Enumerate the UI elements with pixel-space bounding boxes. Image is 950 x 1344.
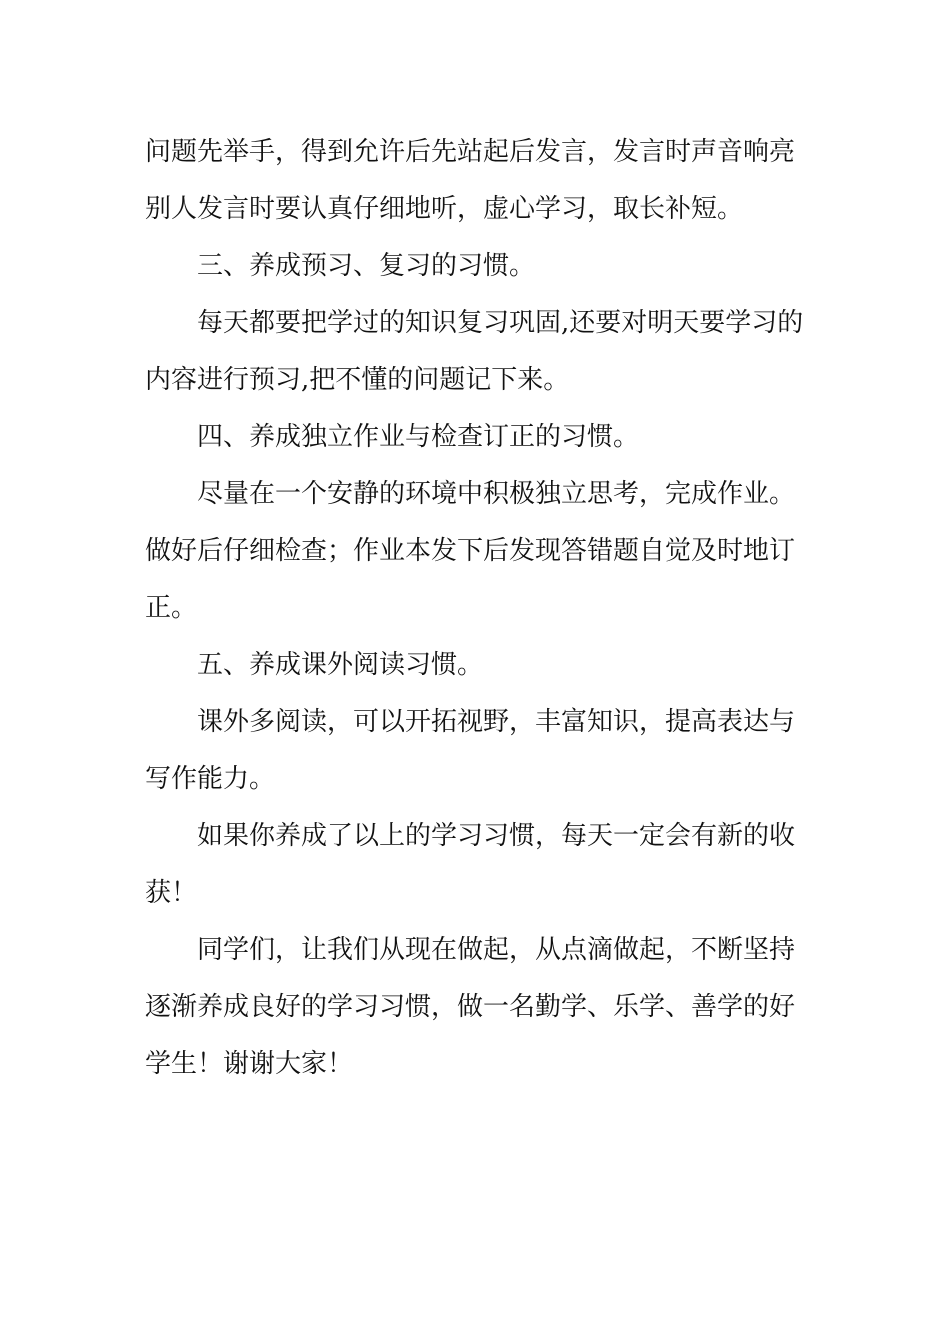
section-heading: 五、养成课外阅读习惯。: [197, 650, 484, 680]
text-line: 同学们，让我们从现在做起，从点滴做起，不断坚持: [197, 935, 796, 965]
text-line: 正。: [145, 593, 198, 623]
text-line: 获！: [145, 878, 198, 908]
text-line: 别人发言时要认真仔细地听，虚心学习，取长补短。: [145, 194, 744, 224]
text-line: 学生！谢谢大家！: [145, 1049, 354, 1079]
text-line: 内容进行预习,把不懂的问题记下来。: [145, 365, 570, 395]
text-line: 每天都要把学过的知识复习巩固,还要对明天要学习的: [197, 308, 804, 338]
document-body: [145, 130, 810, 1099]
text-line: 问题先举手，得到允许后先站起后发言，发言时声音响亮: [145, 137, 796, 167]
text-line: 写作能力。: [145, 764, 276, 794]
text-line: 尽量在一个安静的环境中积极独立思考，完成作业。: [197, 479, 796, 509]
section-heading: 四、养成独立作业与检查订正的习惯。: [197, 422, 640, 452]
text-line: 逐渐养成良好的学习习惯，做一名勤学、乐学、善学的好: [145, 992, 796, 1022]
text-line: 课外多阅读，可以开拓视野，丰富知识，提高表达与: [197, 707, 796, 737]
section-heading: 三、养成预习、复习的习惯。: [197, 251, 536, 281]
text-line: 如果你养成了以上的学习习惯，每天一定会有新的收: [197, 821, 796, 851]
text-line: 做好后仔细检查；作业本发下后发现答错题自觉及时地订: [145, 536, 796, 566]
